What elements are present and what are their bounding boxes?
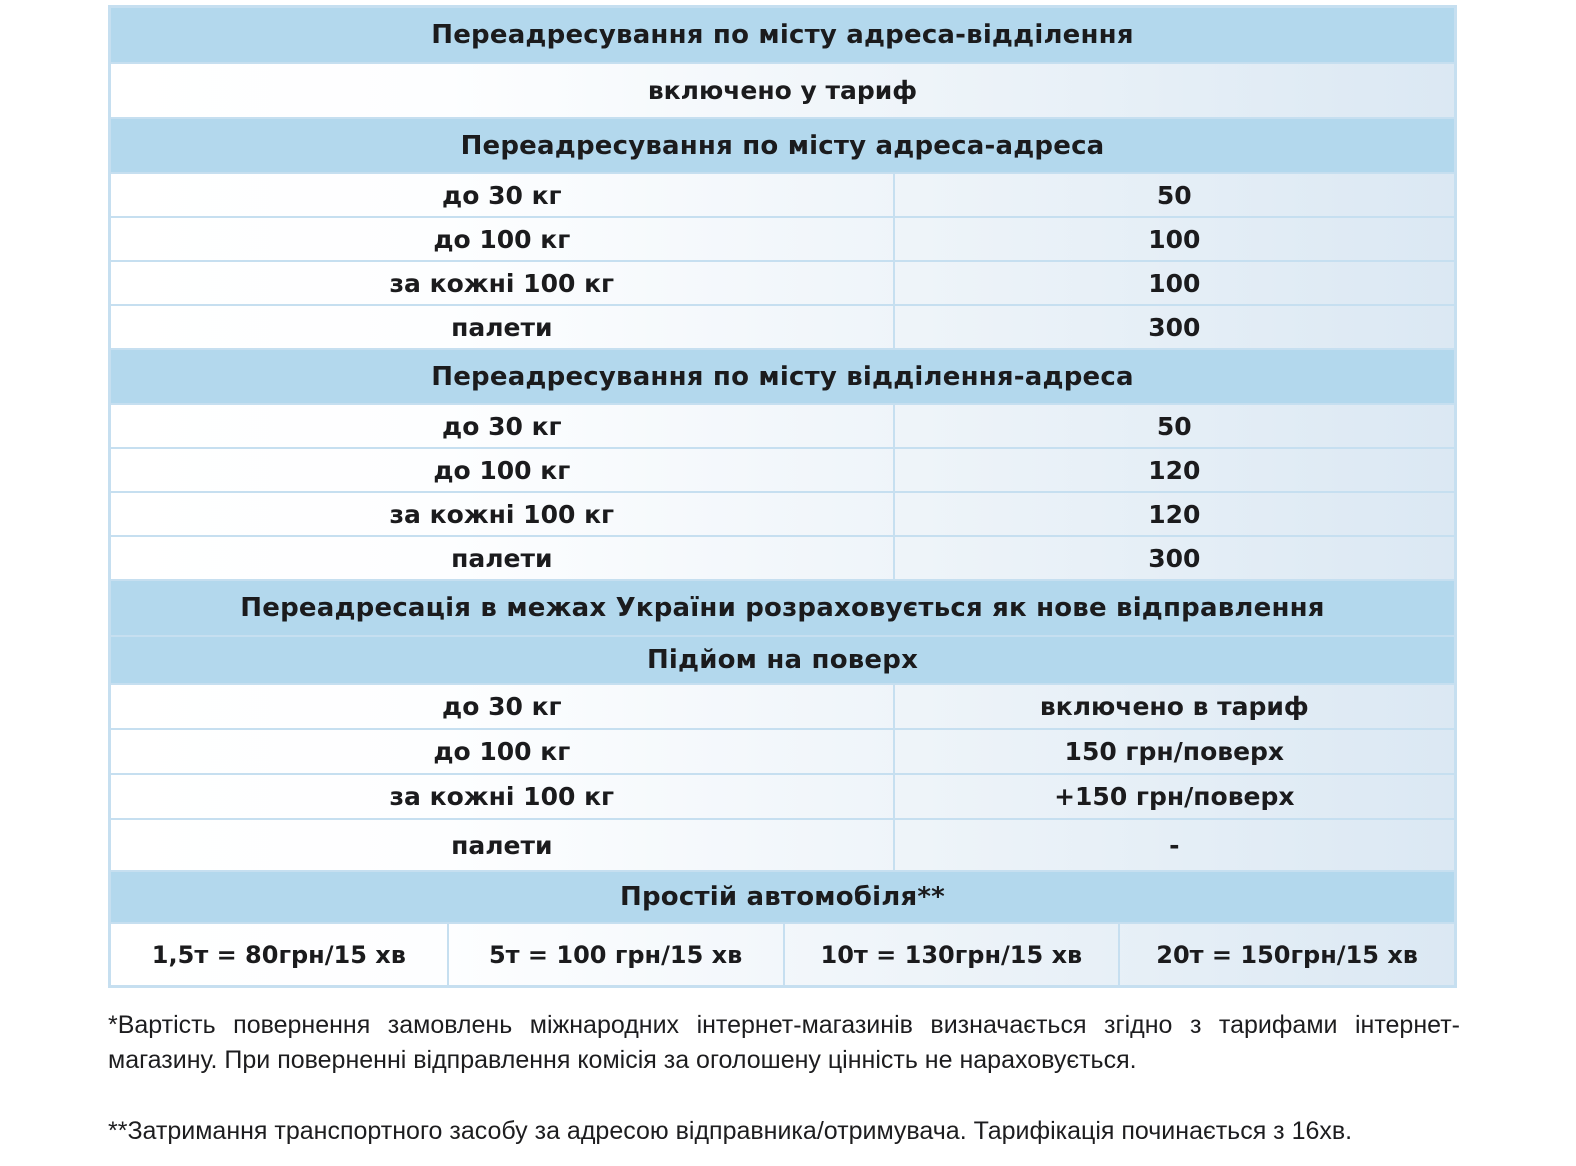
price-value: 120: [893, 449, 1454, 491]
price-label: до 100 кг: [433, 737, 571, 766]
vehicle-idle-cell: 5т = 100 грн/15 хв: [447, 924, 783, 985]
vehicle-idle-cell: 20т = 150грн/15 хв: [1118, 924, 1454, 985]
price-label: за кожні 100 кг: [389, 499, 615, 529]
price-value: 100: [893, 218, 1454, 260]
section-header-label: Простій автомобіля**: [620, 882, 945, 912]
price-row: [111, 262, 1454, 304]
vehicle-idle-cell: 1,5т = 80грн/15 хв: [151, 940, 406, 969]
footnote-vehicle-idle: **Затримання транспортного засобу за адресою відправника/отримувача. Тарифікація починається з 16хв.: [108, 1117, 1353, 1145]
section-header-label: Переадресування по місту відділення-адреса: [431, 361, 1134, 392]
info-row-label: включено у тариф: [647, 76, 918, 105]
price-row: [111, 174, 1454, 216]
section-header-row: [111, 350, 1454, 403]
price-label: до 100 кг: [433, 224, 571, 254]
price-row: [111, 405, 1454, 447]
price-row: [111, 449, 1454, 491]
price-value: 300: [893, 306, 1454, 348]
vehicle-idle-cell: 10т = 130грн/15 хв: [783, 924, 1119, 985]
price-row: [111, 493, 1454, 535]
price-value: 120: [893, 493, 1454, 535]
price-label: палети: [451, 312, 553, 342]
section-header-row: [111, 872, 1454, 922]
section-header-label: Переадресація в межах України розраховується як нове відправлення: [240, 593, 1325, 623]
price-row: [111, 537, 1454, 579]
info-row: [111, 64, 1454, 117]
price-label: палети: [451, 830, 553, 860]
price-label: до 30 кг: [442, 180, 562, 210]
price-row: [111, 306, 1454, 348]
price-value: включено в тариф: [893, 685, 1454, 728]
price-value: -: [893, 820, 1454, 870]
price-value: 300: [893, 537, 1454, 579]
price-value: 150 грн/поверх: [893, 730, 1454, 773]
price-label: за кожні 100 кг: [389, 268, 615, 298]
price-label: за кожні 100 кг: [389, 782, 615, 811]
price-value: +150 грн/поверх: [893, 775, 1454, 818]
vehicle-idle-row: [111, 924, 1454, 985]
price-label: палети: [451, 543, 553, 573]
price-row: [111, 820, 1454, 870]
section-header-row: [111, 119, 1454, 172]
tariff-table: [108, 5, 1457, 988]
price-label: до 30 кг: [442, 411, 562, 441]
price-value: 50: [893, 405, 1454, 447]
footnotes: [108, 1008, 1460, 1149]
price-label: до 30 кг: [442, 692, 562, 721]
price-row: [111, 775, 1454, 818]
section-header-row: [111, 581, 1454, 635]
price-value: 100: [893, 262, 1454, 304]
section-header-label: Переадресування по місту адреса-адреса: [460, 130, 1105, 161]
price-row: [111, 685, 1454, 728]
section-header-row: [111, 8, 1454, 62]
section-header-label: Підйом на поверх: [646, 645, 919, 675]
price-label: до 100 кг: [433, 455, 571, 485]
section-header-label: Переадресування по місту адреса-відділення: [431, 20, 1134, 50]
section-header-row: [111, 637, 1454, 683]
price-row: [111, 218, 1454, 260]
price-value: 50: [893, 174, 1454, 216]
footnote-returns: *Вартість повернення замовлень міжнародних інтернет-магазинів визначається згідно з тарифами інтернет-магазину. При поверненні відправлення комісія за оголошену цінність не нараховується.: [108, 1011, 1460, 1074]
price-row: [111, 730, 1454, 773]
